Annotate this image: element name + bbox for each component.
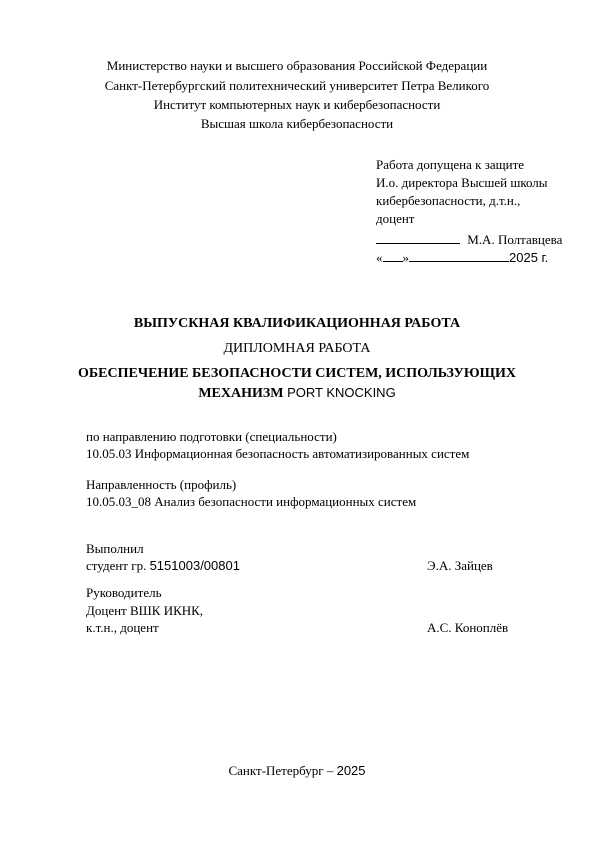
direction-value: 10.05.03 Информационная безопасность автоматизированных систем [86, 446, 470, 461]
topic-line-2-rest: PORT KNOCKING [283, 385, 396, 400]
student-group-row [86, 558, 240, 574]
topic-line-2-bold: МЕХАНИЗМ [198, 386, 284, 401]
student-name: Э.А. Зайцев [427, 558, 493, 573]
footer-city: Санкт-Петербург – [228, 763, 337, 778]
supervisor-name: А.С. Коноплёв [427, 620, 509, 635]
approval-line-4: доцент [376, 211, 415, 226]
institute-line: Институт компьютерных наук и кибербезопасности [153, 97, 441, 112]
day-blank [383, 248, 403, 262]
supervisor-degree: к.т.н., доцент [86, 620, 159, 635]
student-group-label: студент гр. [86, 558, 150, 573]
supervisor-label: Руководитель [86, 585, 162, 600]
student-group-number: 5151003/00801 [149, 558, 240, 573]
profile-value: 10.05.03_08 Анализ безопасности информационных систем [86, 494, 417, 509]
direction-label: по направлению подготовки (специальности) [86, 429, 337, 444]
supervisor-position: Доцент ВШК ИКНК, [86, 603, 204, 618]
approval-line-3: кибербезопасности, д.т.н., [376, 193, 521, 208]
work-subtype-title: ДИПЛОМНАЯ РАБОТА [223, 341, 371, 356]
approval-line-2: И.о. директора Высшей школы [376, 175, 548, 190]
university-line: Санкт-Петербургский политехнический университет Петра Великого [104, 78, 490, 93]
date-close-quote: » [402, 250, 409, 265]
footer-city-year [0, 763, 594, 779]
month-blank [409, 248, 509, 262]
topic-line-1: ОБЕСПЕЧЕНИЕ БЕЗОПАСНОСТИ СИСТЕМ, ИСПОЛЬЗУЮЩИХ [78, 366, 516, 381]
ministry-line: Министерство науки и высшего образования Российской Федерации [106, 58, 488, 73]
approval-signer: М.А. Полтавцева [467, 232, 563, 247]
date-open-quote: « [376, 250, 383, 265]
approval-line-1: Работа допущена к защите [376, 157, 525, 172]
date-year: 2025 г. [509, 250, 549, 265]
approval-date-row [376, 248, 548, 267]
school-line: Высшая школа кибербезопасности [200, 116, 394, 131]
footer-year: 2025 [336, 763, 366, 778]
approval-signature-row [376, 230, 562, 249]
work-type-title: ВЫПУСКНАЯ КВАЛИФИКАЦИОННАЯ РАБОТА [133, 316, 461, 331]
signature-blank [376, 230, 460, 244]
topic-line-2 [0, 385, 594, 402]
student-label: Выполнил [86, 541, 144, 556]
profile-label: Направленность (профиль) [86, 477, 237, 492]
